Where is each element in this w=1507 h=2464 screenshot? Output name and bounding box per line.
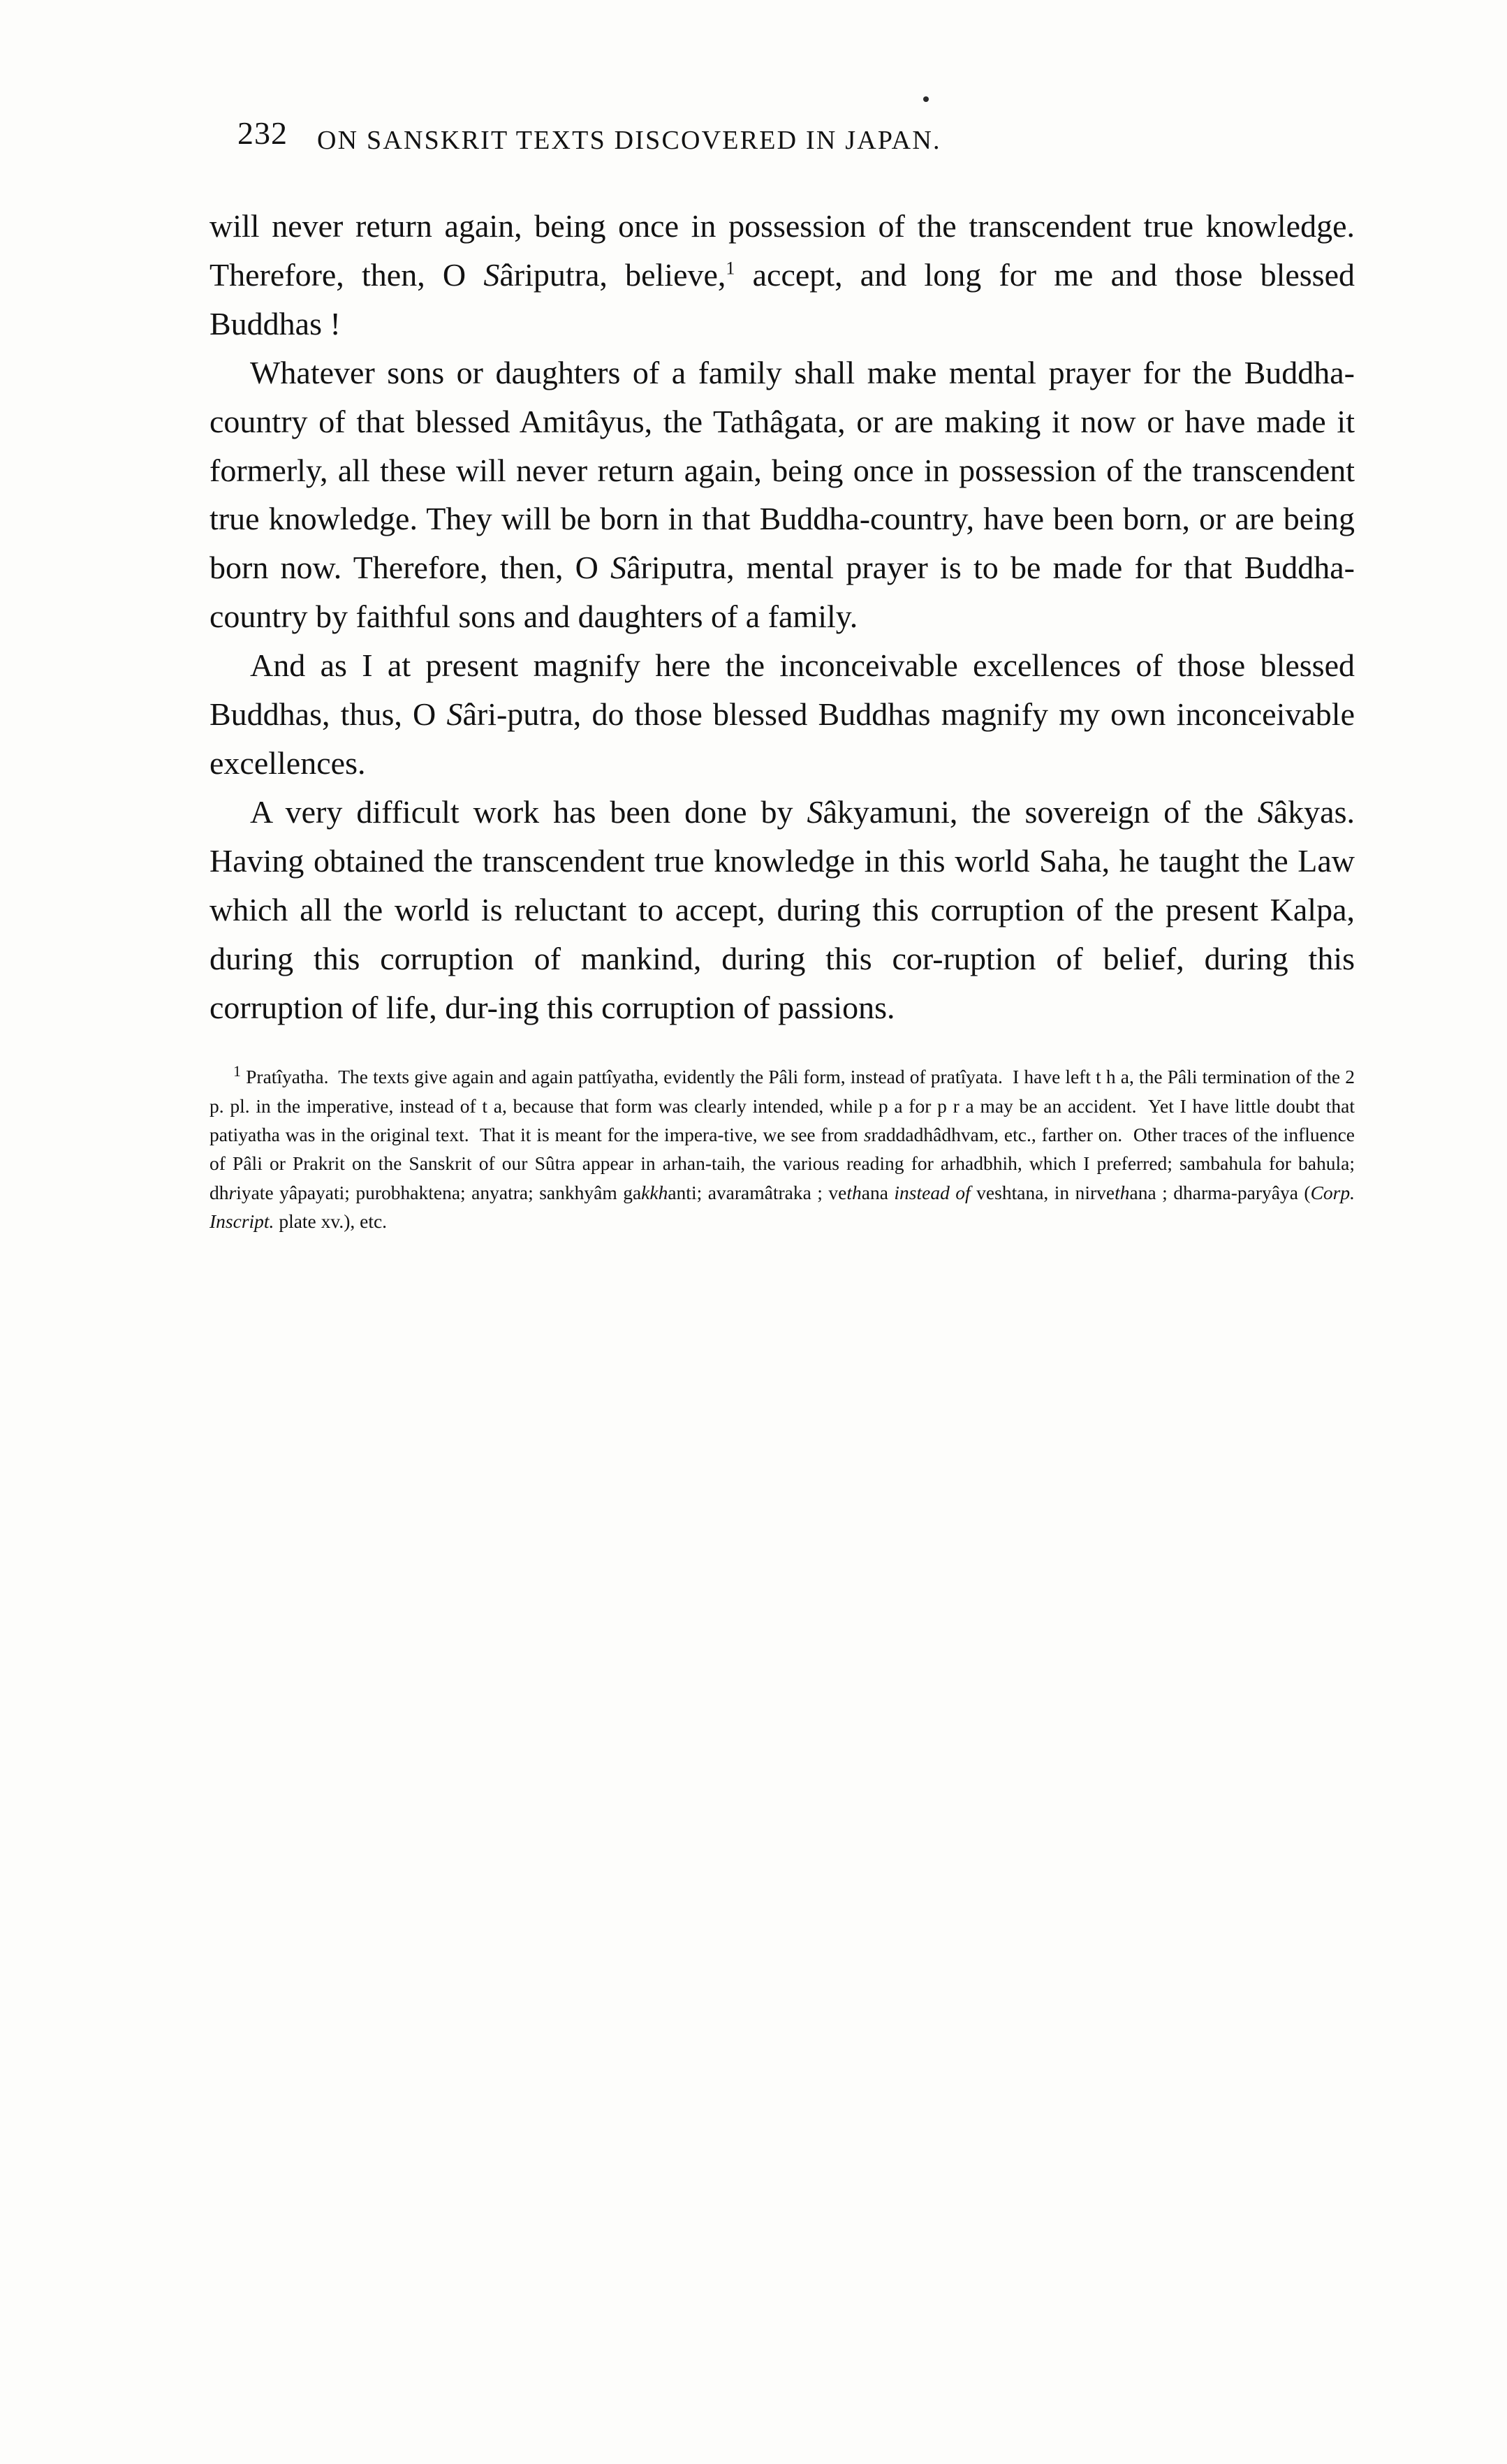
page-content [209,115,1369,1235]
footnote-reference: 1 [726,258,735,279]
footnote: $^1$ Pratîyatha. The texts give again and again pattîyatha, evidently the Pâli form, instead of pratîyata. I have left t h a, the Pâli termination of the 2 p. pl. in the imperative, instead of t a, because that form was clearly intended, while p a for p r a may be an accident. Yet I have little doubt that patiyatha was in the original text. That it is meant for the impera-tive, we see from sraddadhâdhvam, etc., farther on. Other traces of the influence of Pâli or Prakrit on the Sanskrit of our Sûtra appear in arhan-taih, the various reading for arhadbhih, which I preferred; sambahula for bahula; dhriyate yâpayati; purobhaktena; anyatra; sankhyâm gakkhanti; avaramâtraka ; vethana instead of veshtana, in nirvethana ; dharma-paryâya (Corp. Inscript. plate xv.), etc. [209,1062,1355,1232]
body-text [209,202,1355,1032]
page-number: 232 [237,115,288,151]
running-head: ON SANSKRIT TEXTS DISCOVERED IN JAPAN. [317,126,941,155]
paragraph: And as I at present magnify here the inconceivable excellences of those blessed Buddhas, thus, O Sâri-putra, do those blessed Buddhas magnify my own inconceivable excellences. [209,647,1355,781]
paragraph: Whatever sons or daughters of a family shall make mental prayer for the Buddha-country of that blessed Amitâyus, the Tathâgata, or are making it now or have made it formerly, all these will never return again, being once in possession of the transcendent true knowledge. They will be born in that Buddha-country, have been born, or are being born now. Therefore, then, O Sâriputra, mental prayer is to be made for that Buddha-country by faithful sons and daughters of a family. [209,354,1355,635]
footnote-marker: 1 [233,1062,241,1080]
page-top-mark [923,96,929,102]
page-header [237,115,1369,156]
paragraph: A very difficult work has been done by Sâkyamuni, the sovereign of the Sâkyas. Having obtained the transcendent true knowledge in this world Saha, he taught the Law which all the world is reluctant to accept, during this corruption of the present Kalpa, during this corruption of mankind, during this cor-ruption of belief, during this corruption of life, dur-ing this corruption of passions. [209,793,1355,1025]
paragraph: will never return again, being once in possession of the transcendent true knowledge. Therefore, then, O Sâriputra, believe,$^1$ accept, and long for me and those blessed Buddhas ! [209,208,1355,342]
